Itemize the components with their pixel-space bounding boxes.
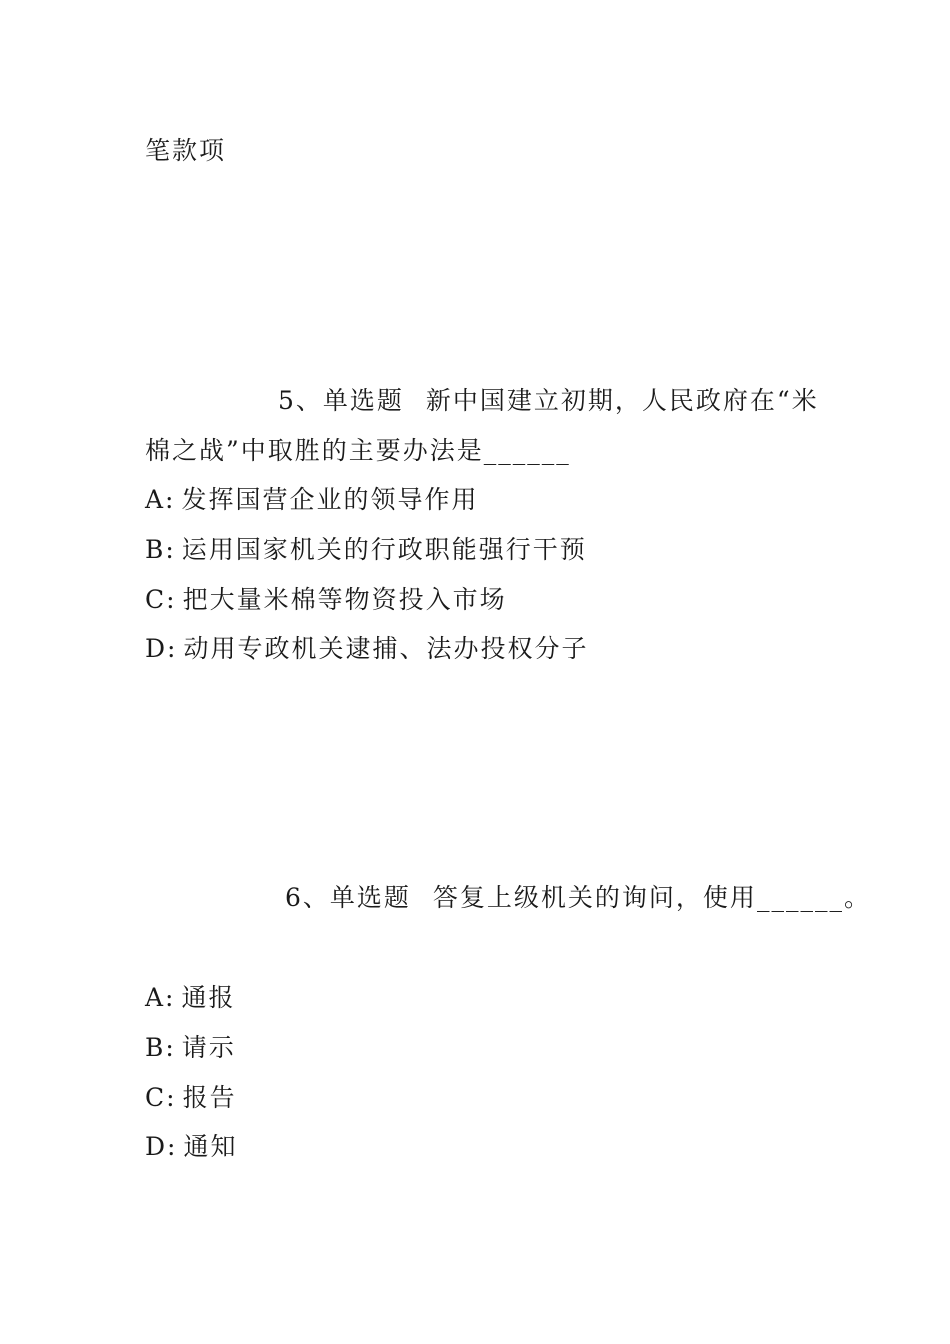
option-letter: B: <box>145 535 176 564</box>
question-5-type: 单选题 <box>322 386 404 415</box>
question-6-number: 6、 <box>285 883 330 912</box>
question-5-option-d[interactable] <box>145 632 588 666</box>
question-6-type: 单选题 <box>329 883 411 912</box>
option-letter: D: <box>145 634 178 663</box>
question-6-stem <box>285 881 871 915</box>
question-5-stem-line-1 <box>278 384 819 418</box>
option-text: 把大量米棉等物资投入市场 <box>182 585 507 614</box>
option-letter: C: <box>145 585 177 614</box>
question-5-stem-line-2 <box>145 434 571 468</box>
question-5-option-b[interactable] <box>145 533 587 567</box>
option-text: 发挥国营企业的领导作用 <box>181 485 479 514</box>
question-6-stem-text: 答复上级机关的询问，使用 <box>432 883 757 912</box>
option-letter: B: <box>145 1033 176 1062</box>
option-letter: C: <box>145 1083 177 1112</box>
question-5-number: 5、 <box>278 386 323 415</box>
option-text: 报告 <box>182 1083 237 1112</box>
question-6-blank: ______ <box>756 883 844 912</box>
question-6-stem-end: 。 <box>843 883 871 912</box>
question-6-option-b[interactable] <box>145 1031 236 1065</box>
option-letter: A: <box>145 485 176 514</box>
question-5-option-c[interactable] <box>145 583 507 617</box>
option-text: 通知 <box>183 1132 238 1161</box>
option-text: 动用专政机关逮捕、法办投权分子 <box>183 634 589 663</box>
option-text: 通报 <box>181 983 236 1012</box>
option-text: 请示 <box>181 1033 236 1062</box>
option-letter: A: <box>145 983 176 1012</box>
question-6-option-c[interactable] <box>145 1081 237 1115</box>
option-text: 运用国家机关的行政职能强行干预 <box>181 535 587 564</box>
option-letter: D: <box>145 1132 178 1161</box>
question-5-stem-part-2: 棉之战”中取胜的主要办法是 <box>145 436 484 465</box>
question-5-stem-part-1: 新中国建立初期，人民政府在“米 <box>425 386 819 415</box>
question-6-option-d[interactable] <box>145 1130 237 1164</box>
question-5-option-a[interactable] <box>145 483 479 517</box>
previous-question-fragment: 笔款项 <box>145 136 227 165</box>
question-5-blank: ______ <box>483 436 571 465</box>
question-6-option-a[interactable] <box>145 981 236 1015</box>
